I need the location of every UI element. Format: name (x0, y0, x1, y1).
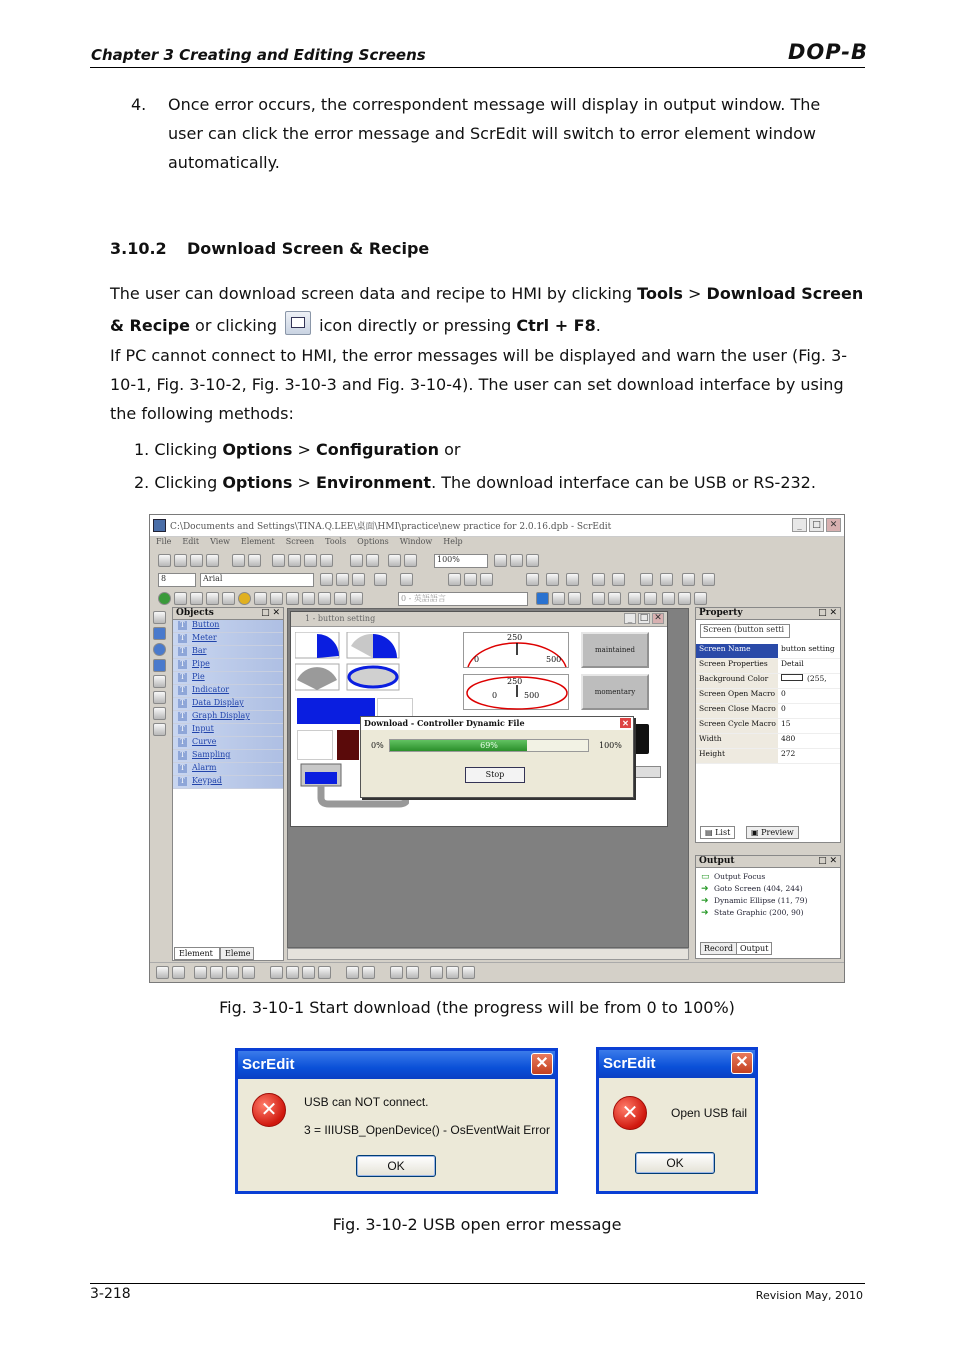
arc-icon[interactable] (153, 675, 166, 688)
prop-key: Screen Close Macro (696, 704, 778, 718)
page-number: 3-218 (90, 1286, 131, 1302)
maximize-button[interactable]: □ (809, 518, 824, 532)
window-title: C:\Documents and Settings\TINA.Q.LEE\桌面\HMI\practice\new practice for 2.0.16.dpb - ScrEdit (170, 522, 612, 532)
polygon-icon[interactable] (153, 659, 166, 672)
prop-row[interactable] (696, 644, 840, 659)
compile-icon[interactable] (232, 554, 245, 567)
color-swatch (781, 674, 803, 681)
menu-file[interactable]: File (156, 537, 172, 546)
screen-3-icon[interactable] (568, 592, 581, 605)
prop-value: 480 (781, 734, 796, 743)
error-icon: ✕ (613, 1096, 647, 1130)
object-indicator[interactable]: T Indicator (173, 685, 283, 698)
zoom-combo[interactable]: 100% (434, 554, 488, 568)
zoom-in-icon[interactable] (494, 554, 507, 567)
figure-1-caption: Fig. 3-10-1 Start download (the progress will be from 0 to 100%) (219, 998, 735, 1017)
button-element-icon[interactable] (158, 592, 171, 605)
bottom-tool-1-icon[interactable] (156, 966, 169, 979)
meter-2-max-label: 500 (524, 691, 540, 700)
arrow-right-icon: ➜ (701, 896, 709, 906)
alarm-element-icon[interactable] (334, 592, 347, 605)
copy-icon[interactable] (288, 554, 301, 567)
objects-panel (172, 607, 284, 961)
tab-element[interactable]: Element (174, 947, 220, 960)
zoom-fit-icon[interactable] (526, 554, 539, 567)
output-message-text: Dynamic Ellipse (11, 79) (714, 896, 808, 905)
paragraph-errors: If PC cannot connect to HMI, the error messages will be displayed and warn the user (Fig. 3-10-1, Fig. 3-10-2, Fig. 3-10-3 and Fig. 3-10-4). The user can set download interface by using the following methods: (110, 346, 848, 423)
section-number: 3.10.2 (110, 239, 167, 258)
cut-icon[interactable] (272, 554, 285, 567)
screen-canvas-area (287, 608, 689, 948)
ok-button[interactable]: OK (356, 1155, 436, 1177)
menu-view[interactable]: View (210, 537, 230, 546)
download-dialog-titlebar (361, 717, 633, 730)
m1-b: or (439, 440, 461, 459)
prop-row[interactable] (696, 749, 840, 764)
download-dialog-close-icon[interactable]: ✕ (620, 718, 631, 728)
m1-gt: > (292, 440, 316, 459)
prop-row[interactable] (696, 704, 840, 719)
prop-value: 0 (781, 689, 786, 698)
download-dialog-title: Download - Controller Dynamic File (364, 718, 525, 728)
bottom-tool-8-icon[interactable] (286, 966, 299, 979)
bar-element-icon[interactable] (190, 592, 203, 605)
p1-end: . (595, 316, 601, 335)
prop-key: Screen Name (696, 644, 778, 658)
drawing-toolbar (152, 609, 170, 949)
ungroup-icon[interactable] (660, 573, 673, 586)
prop-row[interactable] (696, 689, 840, 704)
bottom-tool-17-icon[interactable] (462, 966, 475, 979)
prop-key: Width (696, 734, 778, 748)
output-message-text: State Graphic (200, 90) (714, 908, 804, 917)
object-graph-display[interactable]: T Graph Display (173, 711, 283, 724)
rectangle-icon[interactable] (153, 627, 166, 640)
tab-record[interactable]: Record (700, 942, 737, 955)
bottom-tool-16-icon[interactable] (446, 966, 459, 979)
download-progress-dialog (360, 716, 634, 798)
p1-tools: Tools (637, 284, 683, 303)
bottom-tool-5-icon[interactable] (226, 966, 239, 979)
objects-panel-title: Objects (176, 608, 214, 618)
pencil-icon[interactable] (153, 611, 166, 624)
meter-2-top-label: 250 (507, 677, 523, 686)
meter-element-2[interactable] (463, 674, 569, 710)
panel-close-icon[interactable]: □ ✕ (261, 608, 280, 618)
output-tabs (698, 942, 838, 956)
bottom-tool-10-icon[interactable] (318, 966, 331, 979)
screen-list-icon[interactable] (628, 592, 641, 605)
next-screen-icon[interactable] (608, 592, 621, 605)
group-icon[interactable] (640, 573, 653, 586)
data-display-icon[interactable] (254, 592, 267, 605)
object-meter[interactable]: T Meter (173, 633, 283, 646)
align-center-icon[interactable] (336, 573, 349, 586)
input-element-icon[interactable] (286, 592, 299, 605)
font-name-combo[interactable]: Arial (200, 573, 314, 587)
p1-download-screen: Download Screen (706, 284, 864, 303)
m2-a: 2. Clicking (134, 473, 223, 492)
indicator-element-icon[interactable] (238, 592, 251, 605)
error-1-line-2: 3 = IIIUSB_OpenDevice() - OsEventWait Error (304, 1123, 550, 1137)
bold-icon[interactable] (448, 573, 461, 586)
prop-value: button setting (781, 644, 835, 653)
meter-1-min-label: 0 (474, 655, 480, 664)
output-message[interactable] (696, 896, 840, 908)
scredit-screenshot (149, 514, 845, 983)
bottom-tool-13-icon[interactable] (390, 966, 403, 979)
import-icon[interactable] (350, 554, 363, 567)
bottom-tool-9-icon[interactable] (302, 966, 315, 979)
bottom-toolbar (150, 962, 844, 982)
object-bar[interactable]: T Bar (173, 646, 283, 659)
prop-row[interactable] (696, 719, 840, 734)
sampling-element-icon[interactable] (318, 592, 331, 605)
size-icon[interactable] (682, 573, 695, 586)
p1-text-c: icon directly or pressing (314, 316, 517, 335)
download-screen-icon (285, 311, 311, 335)
document-titlebar (291, 612, 667, 627)
bottom-tool-11-icon[interactable] (346, 966, 359, 979)
menu-edit[interactable]: Edit (182, 537, 200, 546)
text-icon[interactable] (153, 691, 166, 704)
window-titlebar (150, 515, 844, 537)
circle-icon[interactable] (153, 643, 166, 656)
error-dialog-2-titlebar (599, 1050, 755, 1078)
prop-value: 0 (781, 704, 786, 713)
object-curve[interactable]: T Curve (173, 737, 283, 750)
meter-2-min-label: 0 (492, 691, 498, 700)
output-message[interactable] (696, 884, 840, 896)
layer-front-icon[interactable] (592, 573, 605, 586)
object-data-display[interactable]: T Data Display (173, 698, 283, 711)
distribute-icon[interactable] (566, 573, 579, 586)
arrow-right-icon: ➜ (701, 908, 709, 918)
prop-value: 15 (781, 719, 791, 728)
download-progress-bar (389, 739, 589, 752)
menu-screen[interactable]: Screen (285, 537, 315, 546)
error-2-line-1: Open USB fail (671, 1106, 748, 1120)
spacing-icon[interactable] (702, 573, 715, 586)
p1-text-a: The user can download screen data and recipe to HMI by clicking (110, 284, 638, 303)
align-objects-icon[interactable] (546, 573, 559, 586)
menu-bar (150, 537, 844, 551)
arrow-right-icon: ➜ (701, 884, 709, 894)
tab-list-label: List (715, 828, 731, 837)
table-icon[interactable] (153, 723, 166, 736)
indicator-element-dark[interactable] (337, 730, 359, 760)
objects-panel-tabs (172, 947, 284, 961)
object-keypad[interactable]: T Keypad (173, 776, 283, 789)
download-icon[interactable] (206, 554, 219, 567)
open-icon[interactable] (174, 554, 187, 567)
output-panel-title: Output (699, 856, 735, 866)
tab-preview-label: Preview (761, 828, 794, 837)
output-close-icon[interactable]: □ ✕ (818, 856, 837, 866)
m1-a: 1. Clicking (134, 440, 223, 459)
meter-1-top-label: 250 (507, 633, 523, 642)
property-close-icon[interactable]: □ ✕ (818, 608, 837, 618)
m1-configuration: Configuration (315, 440, 440, 459)
line-icon[interactable] (526, 573, 539, 586)
close-button[interactable]: ✕ (826, 518, 841, 532)
method-2 (134, 468, 816, 497)
indicator-element[interactable] (297, 730, 333, 760)
figure-2-caption: Fig. 3-10-2 USB open error message (332, 1215, 622, 1234)
progress-end-label: 100% (599, 741, 622, 750)
screen-download-icon[interactable] (694, 592, 707, 605)
progress-percent: 69% (480, 741, 498, 750)
app-icon (153, 519, 166, 532)
error-icon: ✕ (252, 1093, 286, 1127)
underline-icon[interactable] (480, 573, 493, 586)
output-focus-row (696, 872, 840, 884)
menu-element[interactable]: Element (240, 537, 275, 546)
prev-screen-icon[interactable] (592, 592, 605, 605)
prop-row[interactable] (696, 674, 840, 689)
tab-element-2[interactable]: Eleme (220, 947, 254, 960)
object-alarm[interactable]: T Alarm (173, 763, 283, 776)
preview-icon[interactable] (404, 554, 417, 567)
pie-elements[interactable] (295, 632, 407, 692)
object-pie[interactable]: T Pie (173, 672, 283, 685)
toolbar-elements (152, 590, 842, 608)
tab-preview[interactable]: ▣ Preview (746, 826, 799, 839)
m2-environment: Environment (315, 473, 432, 492)
prop-row[interactable] (696, 659, 840, 674)
prop-value (778, 674, 840, 688)
bottom-tool-4-icon[interactable] (210, 966, 223, 979)
text-color-icon[interactable] (374, 573, 387, 586)
meter-1-max-label: 500 (546, 655, 562, 664)
bottom-tool-2-icon[interactable] (172, 966, 185, 979)
object-sampling[interactable]: T Sampling (173, 750, 283, 763)
error-dialog-1-title: ScrEdit (242, 1056, 295, 1073)
curve-element-icon[interactable] (302, 592, 315, 605)
tab-output[interactable]: Output (736, 942, 772, 955)
revision-date: Revision May, 2010 (755, 1289, 863, 1302)
footer-rule (90, 1283, 865, 1284)
italic-icon[interactable] (464, 573, 477, 586)
output-panel (695, 855, 841, 959)
menu-options[interactable]: Options (357, 537, 389, 546)
screen-1-icon[interactable] (536, 592, 549, 605)
m1-options: Options (222, 440, 293, 459)
prop-key: Screen Cycle Macro (696, 719, 778, 733)
doc-maximize-button[interactable]: □ (639, 613, 649, 623)
prop-key: Height (696, 749, 778, 763)
doc-minimize-button[interactable]: _ (624, 613, 636, 624)
bottom-tool-3-icon[interactable] (194, 966, 207, 979)
meter-element-icon[interactable] (174, 592, 187, 605)
bottom-tool-15-icon[interactable] (430, 966, 443, 979)
maintained-button[interactable]: maintained (581, 632, 649, 668)
paste-icon[interactable] (304, 554, 317, 567)
prop-row[interactable] (696, 734, 840, 749)
property-panel-title: Property (699, 608, 743, 618)
item-text: Once error occurs, the correspondent message will display in output window. The user can click the error message and ScrEdit will switch to error element window automatically. (168, 95, 821, 172)
prop-value: 272 (781, 749, 796, 758)
output-message[interactable] (696, 908, 840, 920)
p1-gt: > (682, 284, 707, 303)
prop-value: Detail (781, 659, 804, 668)
object-input[interactable]: T Input (173, 724, 283, 737)
momentary-button[interactable]: momentary (581, 674, 649, 710)
output-focus-label: Output Focus (714, 872, 766, 881)
fill-color-icon[interactable] (400, 573, 413, 586)
save-icon[interactable] (190, 554, 203, 567)
print-icon[interactable] (388, 554, 401, 567)
canvas-scrollbar[interactable] (287, 948, 689, 960)
p1-keys: Ctrl + F8 (516, 316, 596, 335)
tab-list[interactable]: ▤ List (700, 826, 735, 839)
error-dialog-2-title: ScrEdit (603, 1055, 656, 1072)
output-message-text: Goto Screen (404, 244) (714, 884, 803, 893)
export-icon[interactable] (366, 554, 379, 567)
screen-save-icon[interactable] (662, 592, 675, 605)
screen-prop-icon[interactable] (644, 592, 657, 605)
language-combo[interactable]: 0 - 英語語言 (398, 592, 528, 606)
keypad-element-icon[interactable] (350, 592, 363, 605)
align-left-icon[interactable] (320, 573, 333, 586)
m2-gt: > (292, 473, 316, 492)
menu-tools[interactable]: Tools (325, 537, 347, 546)
font-size-combo[interactable]: 8 (158, 573, 196, 587)
zoom-out-icon[interactable] (510, 554, 523, 567)
p1-text-b: or clicking (189, 316, 283, 335)
bottom-tool-7-icon[interactable] (270, 966, 283, 979)
output-focus-icon: ▭ (701, 872, 710, 882)
document-title: 1 - button setting (305, 614, 376, 623)
error-dialog-1-titlebar (238, 1051, 555, 1079)
progress-start-label: 0% (371, 741, 384, 750)
usb-connect-error-dialog (235, 1048, 558, 1194)
property-panel (695, 607, 841, 843)
screen-delete-icon[interactable] (678, 592, 691, 605)
minimize-button[interactable]: _ (792, 518, 807, 532)
pie-element-icon[interactable] (222, 592, 235, 605)
error-1-line-1: USB can NOT connect. (304, 1095, 429, 1109)
usb-open-fail-dialog (596, 1047, 758, 1194)
toolbar-main (152, 552, 842, 570)
run-icon[interactable] (248, 554, 261, 567)
object-pipe[interactable]: T Pipe (173, 659, 283, 672)
prop-value-text: (255, (807, 674, 827, 683)
header-rule (90, 67, 865, 68)
prop-key: Screen Open Macro (696, 689, 778, 703)
doc-close-button[interactable]: ✕ (652, 613, 664, 624)
meter-element-1[interactable] (463, 632, 569, 668)
scale-icon[interactable] (153, 707, 166, 720)
menu-window[interactable]: Window (399, 537, 433, 546)
align-right-icon[interactable] (352, 573, 365, 586)
new-icon[interactable] (158, 554, 171, 567)
stop-button[interactable]: Stop (465, 767, 525, 783)
property-object-combo[interactable]: Screen (button setti (700, 624, 790, 638)
menu-help[interactable]: Help (443, 537, 463, 546)
graph-display-icon[interactable] (270, 592, 283, 605)
item-number: 4. (131, 95, 147, 114)
layer-back-icon[interactable] (612, 573, 625, 586)
section-title: Download Screen & Recipe (187, 239, 430, 258)
method-1 (134, 435, 460, 464)
bottom-tool-6-icon[interactable] (242, 966, 255, 979)
p1-recipe: & Recipe (110, 316, 190, 335)
paragraph-download (110, 279, 870, 308)
error-dialog-1-close-icon[interactable]: ✕ (531, 1053, 553, 1075)
property-tabs (698, 826, 838, 840)
find-icon[interactable] (320, 554, 333, 567)
ok-button[interactable]: OK (635, 1152, 715, 1174)
bottom-tool-12-icon[interactable] (362, 966, 375, 979)
bottom-tool-14-icon[interactable] (406, 966, 419, 979)
object-button[interactable]: T Button (173, 620, 283, 633)
chapter-title: Chapter 3 Creating and Editing Screens (91, 46, 426, 64)
m2-options: Options (222, 473, 293, 492)
pipe-element-icon[interactable] (206, 592, 219, 605)
error-dialog-2-close-icon[interactable]: ✕ (731, 1052, 753, 1074)
prop-key: Background Color (696, 674, 778, 688)
toolbar-format (152, 571, 842, 589)
product-logo: DOP-B (788, 40, 869, 64)
paragraph-download-line2 (110, 311, 870, 340)
prop-key: Screen Properties (696, 659, 778, 673)
m2-b: . The download interface can be USB or RS-232. (431, 473, 816, 492)
screen-2-icon[interactable] (552, 592, 565, 605)
